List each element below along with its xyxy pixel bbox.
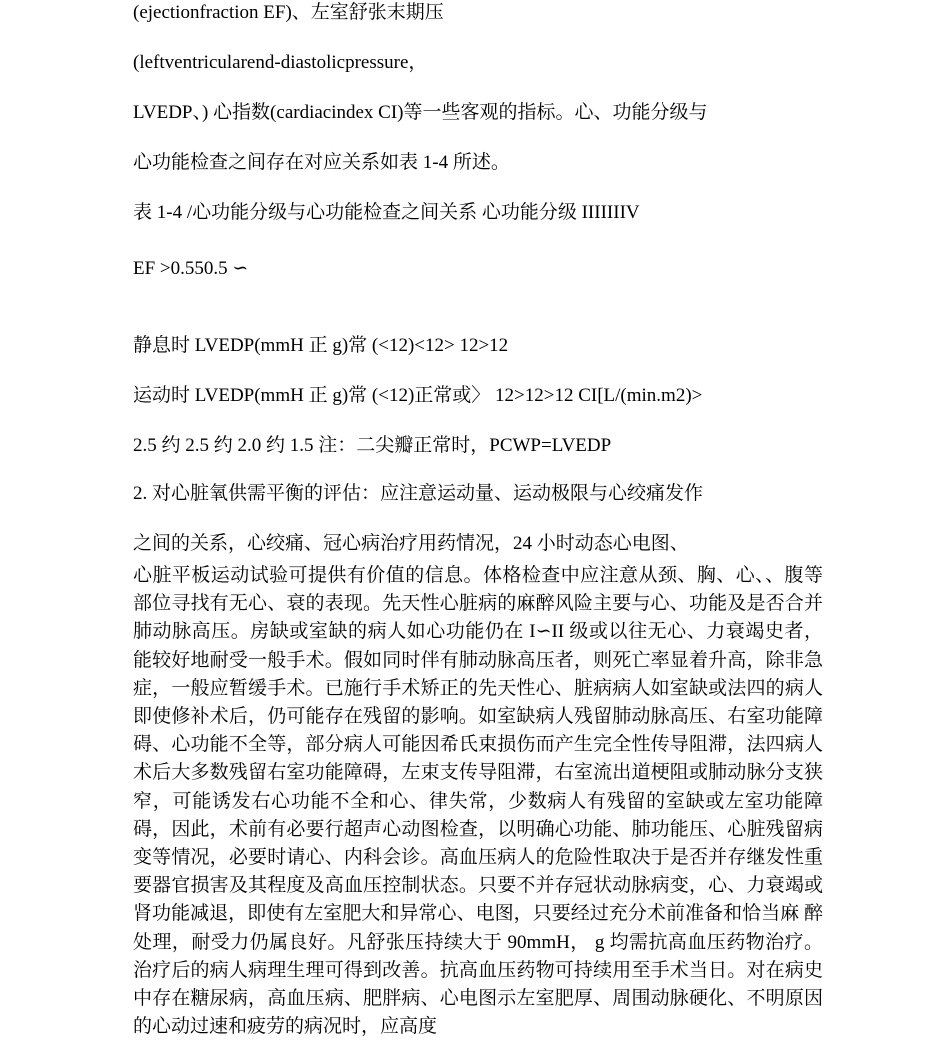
text-line-ci: LVEDP、) 心指数(cardiacindex CI)等一些客观的指标。心、功能分级与 (133, 102, 708, 123)
table-row-ef: EF >0.550.5 ∽ (133, 258, 249, 279)
body-paragraph: 心脏平板运动试验可提供有价值的信息。体格检查中应注意从颈、胸、心、、腹等部位寻找有无心、衰的表现。先天性心脏病的麻醉风险主要与心、功能及是否合并肺动脉高压。房缺或室缺的病人如心功能仍在 I∽II 级或以往无心、力衰竭史者，能较好地耐受一般手术。假如同时伴有肺动脉高压者，则死亡率显着升高，除非急症，一般应暂缓手术。已施行手术矫正的先天性心、脏病病人如室缺或法四的病人即使修补术后，仍可能存在残留的影响。如室缺病人残留肺动脉高压、右室功能障碍、心功能不全等，部分病人可能因希氏束损伤而产生完全性传导阻滞，法四病人术后大多数残留右室功能障碍，左束支传导阻滞，右室流出道梗阻或肺动脉分支狭窄，可能诱发右心功能不全和心、律失常，少数病人有残留的室缺或左室功能障碍，因此，术前有必要行超声心动图检查，以明确心功能、肺功能压、心脏残留病变等情况，必要时请心、内科会诊。高血压病人的危险性取决于是否并存继发性重要器官损害及其程度及高血压控制状态。只要不并存冠状动脉病变，心、力衰竭或肾功能减退，即使有左室肥大和异常心、电图，只要经过充分术前准备和恰当麻 醉处理，耐受力仍属良好。凡舒张压持续大于 90mmH， g 均需抗高血压药物治疗。治疗后的病人病理生理可得到改善。抗高血压药物可持续用至手术当日。对在病史中存在糖尿病，高血压病、肥胖病、心电图示左室肥厚、周围动脉硬化、不明原因的心动过速和疲劳的病况时，应高度 (133, 565, 823, 1038)
text-line-lvedp-term: (leftventricularend-diastolicpressure， (133, 52, 428, 73)
section-heading-2: 2. 对心脏氧供需平衡的评估：应注意运动量、运动极限与心绞痛发作 (133, 483, 704, 504)
text-line-angina: 之间的关系，心绞痛、冠心病治疗用药情况，24 小时动态心电图、 (133, 533, 689, 554)
table-row-rest: 静息时 LVEDP(mmH 正 g)常 (<12)<12> 12>12 (133, 335, 509, 356)
table-row-exercise: 运动时 LVEDP(mmH 正 g)常 (<12)正常或〉 12>12>12 CI[L/(min.m2)> (133, 385, 703, 406)
text-line-relation: 心功能检查之间存在对应关系如表 1-4 所述。 (133, 152, 510, 173)
table-caption: 表 1-4 /心功能分级与心功能检查之间关系 心功能分级 IIIIIIIV (133, 202, 640, 223)
table-row-ci-note: 2.5 约 2.5 约 2.0 约 1.5 注：二尖瓣正常时，PCWP=LVEDP (133, 435, 612, 456)
text-line-ef: (ejectionfraction EF)、左室舒张末期压 (133, 2, 444, 23)
